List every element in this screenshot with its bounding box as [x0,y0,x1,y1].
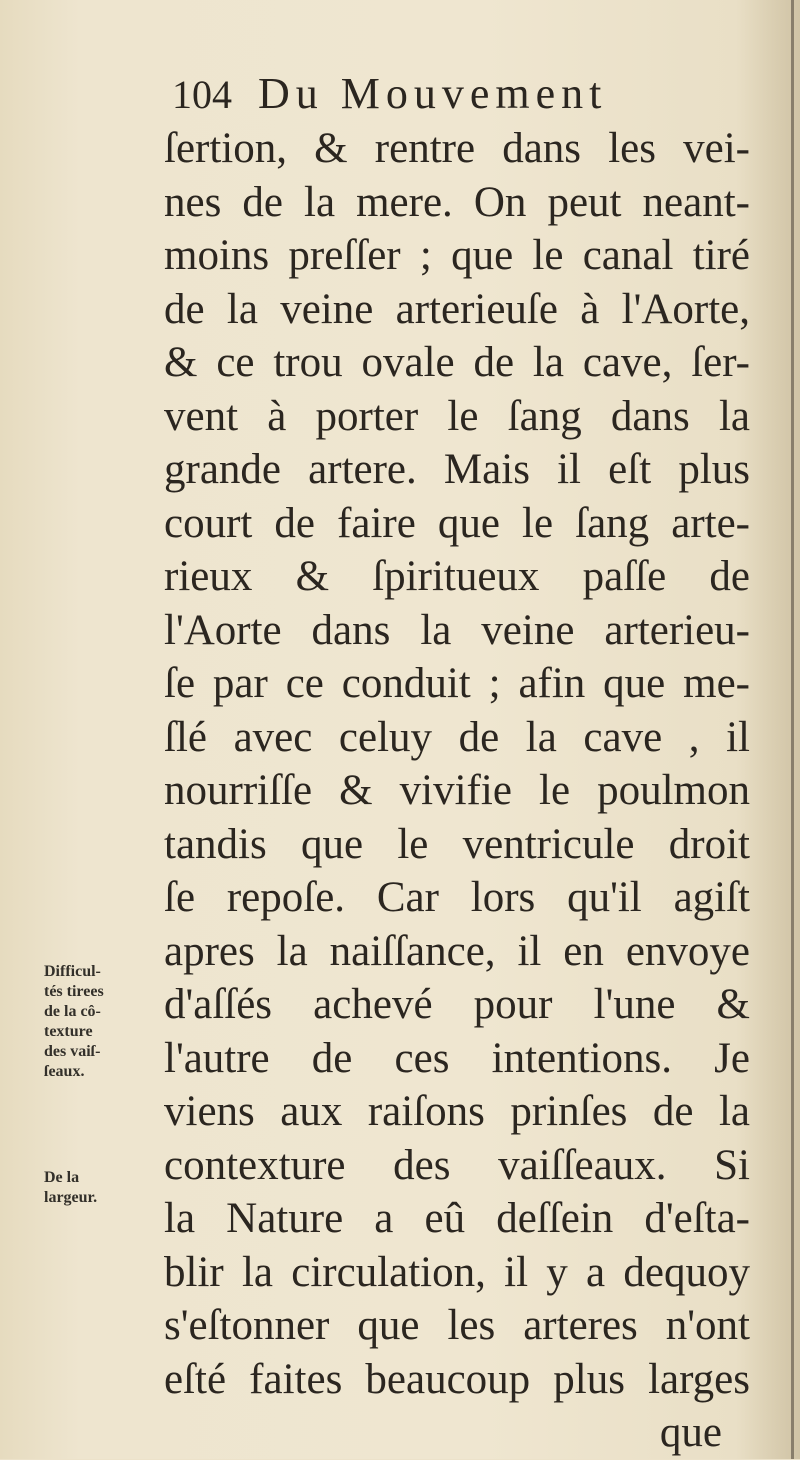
margin-note-line: de la cô- [44,1003,101,1020]
text-line: ſe par ce conduit ; afin que me- [164,660,750,707]
text-line: s'eſtonner que les arteres n'ont [164,1302,750,1349]
running-title: Du Mouvement [258,69,608,118]
margin-note-line: Difficul- [44,963,101,980]
margin-note-width [44,1168,156,1208]
main-text-block [164,122,750,1460]
text-line: viens aux raiſons prinſes de la [164,1088,750,1135]
page-edge-shadow [791,0,794,1459]
text-line: l'autre de ces intentions. Je [164,1034,750,1082]
text-line: la Nature a eû deſſein d'eſta- [164,1195,750,1242]
text-line: tandis que le ventricule droit [164,820,750,868]
text-line: grande artere. Mais il eſt plus [164,446,750,493]
text-line: moins preſſer ; que le canal tiré [164,232,750,279]
margin-note-line: ſeaux. [44,1063,85,1080]
margin-note-difficulties [44,962,156,1082]
text-line: de la veine arterieuſe à l'Aorte, [164,285,750,333]
text-line: d'aſſés achevé pour l'une & [164,981,750,1028]
catchword: que [659,1409,722,1456]
margin-note-line: des vaiſ- [44,1043,101,1060]
text-line: rieux & ſpiritueux paſſe de [164,553,750,600]
text-line: ſe repoſe. Car lors qu'il agiſt [164,874,750,921]
text-line: apres la naiſſance, il en envoye [164,927,750,975]
text-line: nes de la mere. On peut neant- [164,178,750,226]
text-line: vent à porter le ſang dans la [164,392,750,440]
margin-note-line: De la [44,1169,80,1186]
text-line: eſté faites beaucoup plus larges [164,1355,750,1403]
text-line: & ce trou ovale de la cave, ſer- [164,339,750,386]
margin-note-line: texture [44,1023,93,1040]
margin-note-line: tés tirees [44,983,104,1000]
margin-note-line: largeur. [44,1189,98,1206]
text-line: court de faire que le ſang arte- [164,499,750,547]
text-line: nourriſſe & vivifie le poulmon [164,767,750,814]
running-header [172,66,732,122]
text-line: ſertion, & rentre dans les vei- [164,125,750,172]
text-line: contexture des vaiſſeaux. Si [164,1141,750,1189]
page-number: 104 [172,72,232,117]
text-line: l'Aorte dans la veine arterieu- [164,606,750,654]
text-line: blir la circulation, il y a dequoy [164,1248,750,1296]
text-line: ſlé avec celuy de la cave , il [164,713,750,761]
